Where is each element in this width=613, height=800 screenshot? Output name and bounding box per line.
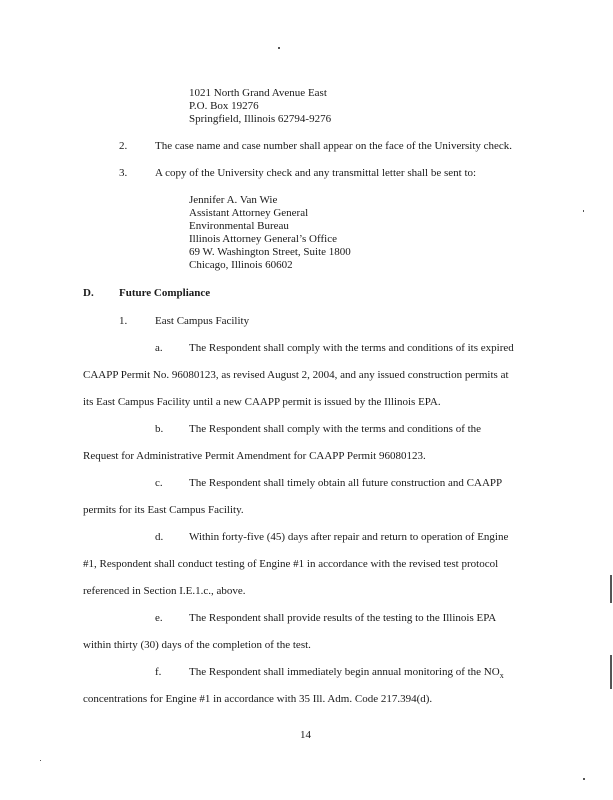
paragraph-line: The Respondent shall comply with the terms and conditions of its expired xyxy=(189,342,514,354)
scan-speck xyxy=(610,575,612,603)
paragraph-letter: a. xyxy=(155,342,163,354)
paragraph-line: The Respondent shall comply with the terms and conditions of the xyxy=(189,423,482,435)
address-line: Springfield, Illinois 62794-9276 xyxy=(189,113,332,125)
scan-speck xyxy=(583,210,584,212)
subsection-number: 1. xyxy=(119,315,128,327)
scan-speck xyxy=(40,760,41,761)
paragraph-line: permits for its East Campus Facility. xyxy=(83,504,244,516)
section-letter: D. xyxy=(83,287,94,299)
paragraph-letter: d. xyxy=(155,531,164,543)
address-line: Assistant Attorney General xyxy=(189,207,309,219)
item-number: 3. xyxy=(119,167,128,179)
paragraph-line xyxy=(189,665,504,683)
paragraph-line: CAAPP Permit No. 96080123, as revised August 2, 2004, and any issued construction permits at xyxy=(83,369,509,381)
address-line: 1021 North Grand Avenue East xyxy=(189,87,327,99)
paragraph-line: within thirty (30) days of the completion of the test. xyxy=(83,639,311,651)
paragraph-line: Request for Administrative Permit Amendment for CAAPP Permit 96080123. xyxy=(83,450,426,462)
address-line: Environmental Bureau xyxy=(189,220,289,232)
paragraph-letter: b. xyxy=(155,423,164,435)
paragraph-line: #1, Respondent shall conduct testing of Engine #1 in accordance with the revised test protocol xyxy=(83,558,499,570)
address-line: Chicago, Illinois 60602 xyxy=(189,259,293,271)
address-line: P.O. Box 19276 xyxy=(189,100,259,112)
address-line: Jennifer A. Van Wie xyxy=(189,194,278,206)
paragraph-letter: e. xyxy=(155,612,163,624)
item-number: 2. xyxy=(119,140,128,152)
scan-speck xyxy=(583,778,585,780)
address-line: 69 W. Washington Street, Suite 1800 xyxy=(189,246,351,258)
page-number: 14 xyxy=(300,729,311,741)
item-text: A copy of the University check and any transmittal letter shall be sent to: xyxy=(155,167,477,179)
scan-speck xyxy=(610,655,612,689)
paragraph-line: The Respondent shall timely obtain all future construction and CAAPP xyxy=(189,477,503,489)
address-line: Illinois Attorney General’s Office xyxy=(189,233,337,245)
paragraph-letter: c. xyxy=(155,477,163,489)
paragraph-line: its East Campus Facility until a new CAAPP permit is issued by the Illinois EPA. xyxy=(83,396,441,408)
paragraph-line: referenced in Section I.E.1.c., above. xyxy=(83,585,246,597)
item-text: The case name and case number shall appear on the face of the University check. xyxy=(155,140,513,152)
paragraph-line-text: The Respondent shall immediately begin annual monitoring of the NO xyxy=(189,666,500,678)
scan-speck xyxy=(278,47,280,49)
paragraph-line: The Respondent shall provide results of the testing to the Illinois EPA xyxy=(189,612,497,624)
section-title: Future Compliance xyxy=(119,287,211,299)
paragraph-line: concentrations for Engine #1 in accordance with 35 Ill. Adm. Code 217.394(d). xyxy=(83,693,433,705)
paragraph-letter: f. xyxy=(155,666,162,678)
paragraph-line: Within forty-five (45) days after repair and return to operation of Engine xyxy=(189,531,509,543)
subscript-x: x xyxy=(499,671,504,681)
subsection-title: East Campus Facility xyxy=(155,315,250,327)
